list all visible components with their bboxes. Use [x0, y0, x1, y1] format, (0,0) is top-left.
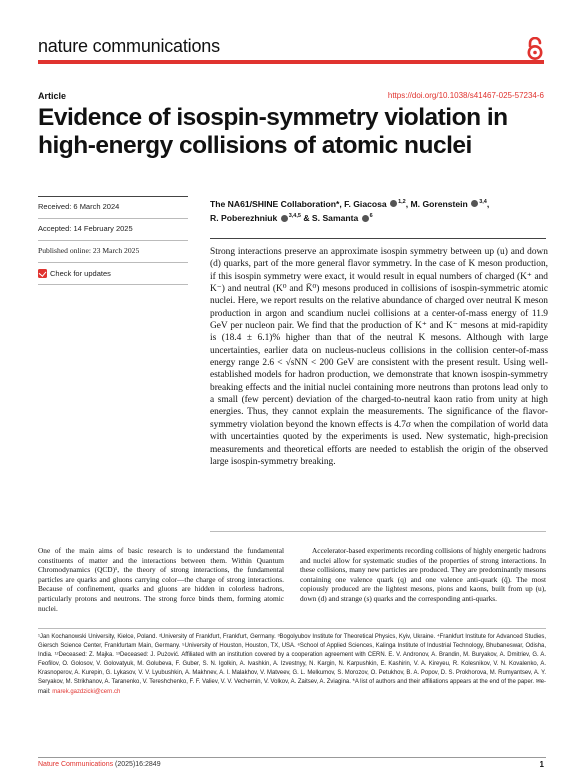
email-link[interactable]: marek.gazdzicki@cern.ch [52, 688, 121, 695]
page-number: 1 [539, 760, 544, 769]
header-accent-bar [38, 60, 544, 64]
abstract-top-rule [210, 238, 546, 239]
footer-journal[interactable]: Nature Communications [38, 761, 114, 768]
author-poberezhniuk: R. Poberezhniuk [210, 213, 278, 224]
affiliations-text: ¹Jan Kochanowski University, Kielce, Poland. ²University of Frankfurt, Frankfurt, Germany. ³Bogolyubov Institute for Theoretical Physics, Kyiv, Ukraine. ⁴Frankfurt Institute for Advanced Studies, Giersch Science Center, Frankfurtam Main, Germany. ⁵University of Houston, Houston, TX, USA. ⁶School of Applied Sciences, Kalinga Institute of Industrial Technology, Bhubaneswar, Odisha, India. ¹²Deceased: Z. Majka. ¹³Deceased: J. Pużović. Affiliated with an institution covered by a cooperation agreement with CERN. E. V. Andronov, A. Brandin, M. Buryakov, A. Dmitriev, G. A. Feofilov, O. Golosov, V. Golovatyuk, M. Golubeva, F. Guber, S. N. Igolkin, A. Ivashkin, A. Izvestnyy, N. Kargin, N. Karpushkin, E. Kashirin, V. A. Kireyeu, R. Kolesnikov, V. N. Kovalenko, A. Krasnoperov, A. Kurepin, G. Lykasov, V. V. Lyubushkin, A. Makhnev, A. I. Malakhov, V. Matveev, G. L. Melkumov, S. Morozov, O. Petukhov, B. A. Popov, D. S. Prokhorova, M. Rumyantsev, A. Y. Seryakov, M. Strikhanov, A. Taranenko, V. Tereshchenko, F. F. Valiev, V. V. Vechernin, V. Volkov, A. Zaitsev, A. Zviagina. *A list of authors and their affiliations appears at the end of the paper. [38, 634, 546, 686]
article-title: Evidence of isospin-symmetry violation in high-energy collisions of atomic nuclei [38, 104, 508, 159]
affiliation-sup: 3,4 [479, 199, 487, 205]
article-type-label: Article [38, 91, 67, 101]
email-label: e-mail: [38, 679, 546, 695]
author-list: The NA61/SHINE Collaboration*, F. Giacosa $^{1,2}$, M. Gorenstein $^{3,4}$, R. Poberezhniuk $^{3,4,5}$ & S. Samanta $^6$ [210, 198, 490, 224]
author-gorenstein: , M. Gorenstein [405, 198, 468, 209]
affiliations-footnote [38, 633, 546, 697]
published-date: Published online: 23 March 2025 [38, 240, 188, 262]
accepted-date: Accepted: 14 February 2025 [38, 218, 188, 240]
publication-dates [38, 196, 188, 285]
abstract: Strong interactions preserve an approximate isospin symmetry between up (u) and down (d) quarks, part of the more general flavor symmetry. In the case of K meson production, if this isospin symmetry were exact, it would result in equal numbers of charged (K⁺ and K⁻) and neutral (K⁰ and K̄⁰) mesons produced in collisions of isospin-symmetric atomic nuclei. Here, we report results on the relative abundance of charged over neutral K meson production in argon and scandium nuclei collisions at a center-of-mass energy of 11.9 GeV per nucleon pair. We find that the production of K⁺ and K⁻ mesons at mid-rapidity is (18.4 ± 6.1)% higher than that of the neutral K mesons. Although with large uncertainties, earlier data on nucleus-nucleus collisions in the collision center-of-mass energy range 2.6 < √sNN < 200 GeV are consistent with the present result. Using well-established models for hadron production, we demonstrate that known isospin-symmetry breaking effects and the initial nuclei containing more neutrons than protons lead only to a small (few percent) deviation of the charged-to-neutral kaon ratio from unity at high energies. Thus, they cannot explain the measurements. The significance of the flavor-symmetry violation beyond the known effects is 4.7σ when the compilation of world data with uncertainties quoted by the experiments is used. New systematic, high-precision measurements and theoretical efforts are needed to establish the origin of the observed large isospin-symmetry breaking. [210, 247, 548, 467]
affiliation-sup: 6 [369, 213, 373, 220]
doi-link[interactable]: https://doi.org/10.1038/s41467-025-57234-6 [387, 91, 544, 100]
check-updates-label: Check for updates [50, 269, 111, 278]
open-access-icon [524, 37, 546, 61]
orcid-icon[interactable] [390, 200, 397, 207]
author-group-1: The NA61/SHINE Collaboration*, F. Giacosa [210, 198, 387, 209]
footer-volume: (2025)16:2849 [115, 761, 161, 768]
body-column-left: One of the main aims of basic research is to understand the fundamental constituents of matter and the interactions between them. Within Quantum Chromodynamics (QCD)¹, the theory of strong interactions, the fundamental particles are quarks and gluons carrying color—the charge of strong interactions. Because of confinement, quarks and gluons are hidden in colorless hadrons, particularly protons and neutrons. The strong force binds them, forming atomic nuclei. [38, 546, 284, 613]
orcid-icon[interactable] [281, 215, 288, 222]
orcid-icon[interactable] [362, 215, 369, 222]
body-column-right: Accelerator-based experiments recording collisions of highly energetic hadrons and nuclei allow for systematic studies of the properties of strong interactions. In these collisions, many new particles are produced. They are predominantly mesons containing one valence quark (q) and one valence anti-quark (q̄). The most copiously produced are the lightest mesons, pions and kaons, built from up (u), down (d) and strange (s) quarks and the corresponding anti-quarks. [300, 546, 546, 603]
footer-citation [38, 761, 161, 768]
orcid-icon[interactable] [471, 200, 478, 207]
affiliation-sup: 3,4,5 [288, 213, 301, 220]
check-updates-icon [38, 269, 47, 278]
email-icon: ✉ [535, 679, 541, 686]
abstract-bottom-rule [210, 531, 546, 532]
received-date: Received: 6 March 2024 [38, 196, 188, 218]
affiliation-sup: 1,2 [398, 199, 406, 205]
journal-name[interactable]: nature communications [38, 36, 220, 56]
footer-rule [38, 757, 546, 758]
check-updates-button[interactable] [38, 262, 188, 285]
author-samanta: & S. Samanta [300, 213, 359, 224]
footnote-rule [38, 628, 546, 629]
